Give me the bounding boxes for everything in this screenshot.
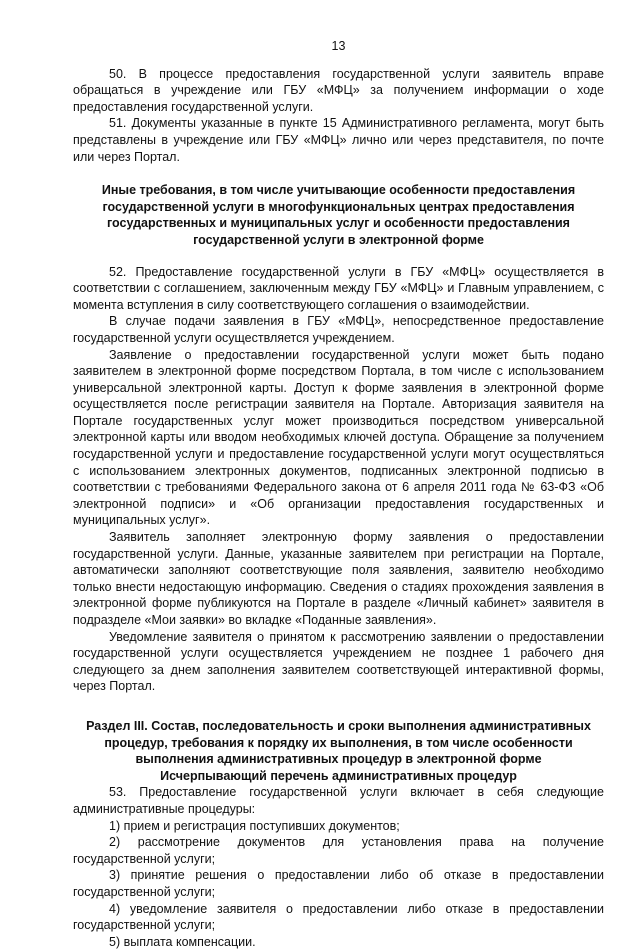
paragraph-electronic-application: Заявление о предоставлении государственной услуги может быть подано заявителем в электронной форме посредством Портала, в том числе с использованием универсальной электронной карты. Доступ к форме заявления в электронной форме осуществляется после регистрации заявителя на Портале. Авторизация заявителя на Портале государственных услуг может производиться посредством универсальной электронной карты или вводом необходимых ключей доступа. Обращение за получением государственной услуги и предоставление государственной услуги могут осуществляться с использованием электронных документов, подписанных электронной подписью в соответствии с требованиями Федерального закона от 6 апреля 2011 года № 63-ФЗ «Об электронной подписи» и «Об организации предоставления государственных и муниципальных услуг». <box>73 347 604 528</box>
paragraph-53: 53. Предоставление государственной услуги включает в себя следующие административные процедуры: <box>73 785 604 816</box>
list-item-4: 4) уведомление заявителя о предоставлении либо отказе в предоставлении государственной услуги; <box>73 901 604 933</box>
paragraph-51: 51. Документы указанные в пункте 15 Административного регламента, могут быть представлены в учреждение или ГБУ «МФЦ» лично или через представителя, по почте или через Портал. <box>73 116 604 164</box>
paragraph-52: 52. Предоставление государственной услуги в ГБУ «МФЦ» осуществляется в соответствии с соглашением, заключенным между ГБУ «МФЦ» и Главным управлением, с момента вступления в силу соответствующего соглашения о взаимодействии. <box>73 264 604 312</box>
paragraph-50: 50. В процессе предоставления государственной услуги заявитель вправе обращаться в учреждение или ГБУ «МФЦ» за получением информации о ходе предоставления государственной услуги. <box>73 66 604 114</box>
section-heading-procedures-list: Исчерпывающий перечень административных процедур <box>160 768 517 783</box>
section-heading-part-3: Раздел III. Состав, последовательность и сроки выполнения административных процедур, требования к порядку их выполнения, в том числе особенности выполнения административных процедур в электронной форме <box>86 718 591 767</box>
list-item-3: 3) принятие решения о предоставлении либо об отказе в предоставлении государственной услуги; <box>73 868 604 899</box>
paragraph-notification: Уведомление заявителя о принятом к рассмотрению заявлении о предоставлении государственной услуги осуществляется учреждением не позднее 1 рабочего дня следующего за днем заполнения заявителем соответствующей интерактивной формы, через Портал. <box>73 629 604 694</box>
list-item-5: 5) выплата компенсации. <box>109 934 256 949</box>
paragraph-electronic-form: Заявитель заполняет электронную форму заявления о предоставлении государственной услуги. Данные, указанные заявителем при регистрации на Портале, автоматически заполняют соответствующие поля заявления, заявителю необходимо только внести недостающую информацию. Сведения о стадиях прохождения заявления в электронной форме публикуются на Портале в разделе «Личный кабинет» заявителя в подразделе «Мои заявки» во вкладке «Поданные заявления». <box>73 530 604 627</box>
list-item-2: 2) рассмотрение документов для установления права на получение государственной услуги; <box>73 835 604 866</box>
page-number: 13 <box>331 39 346 53</box>
section-heading-other-requirements: Иные требования, в том числе учитывающие особенности предоставления государственной услуги в многофункциональных центрах предоставления государственных и муниципальных услуг и особенности предоставления государственной услуги в электронной форме <box>101 183 576 247</box>
list-item-1: 1) прием и регистрация поступивших документов; <box>109 818 400 833</box>
paragraph-mfc-application: В случае подачи заявления в ГБУ «МФЦ», непосредственное предоставление государственной услуги осуществляется учреждением. <box>73 314 604 345</box>
